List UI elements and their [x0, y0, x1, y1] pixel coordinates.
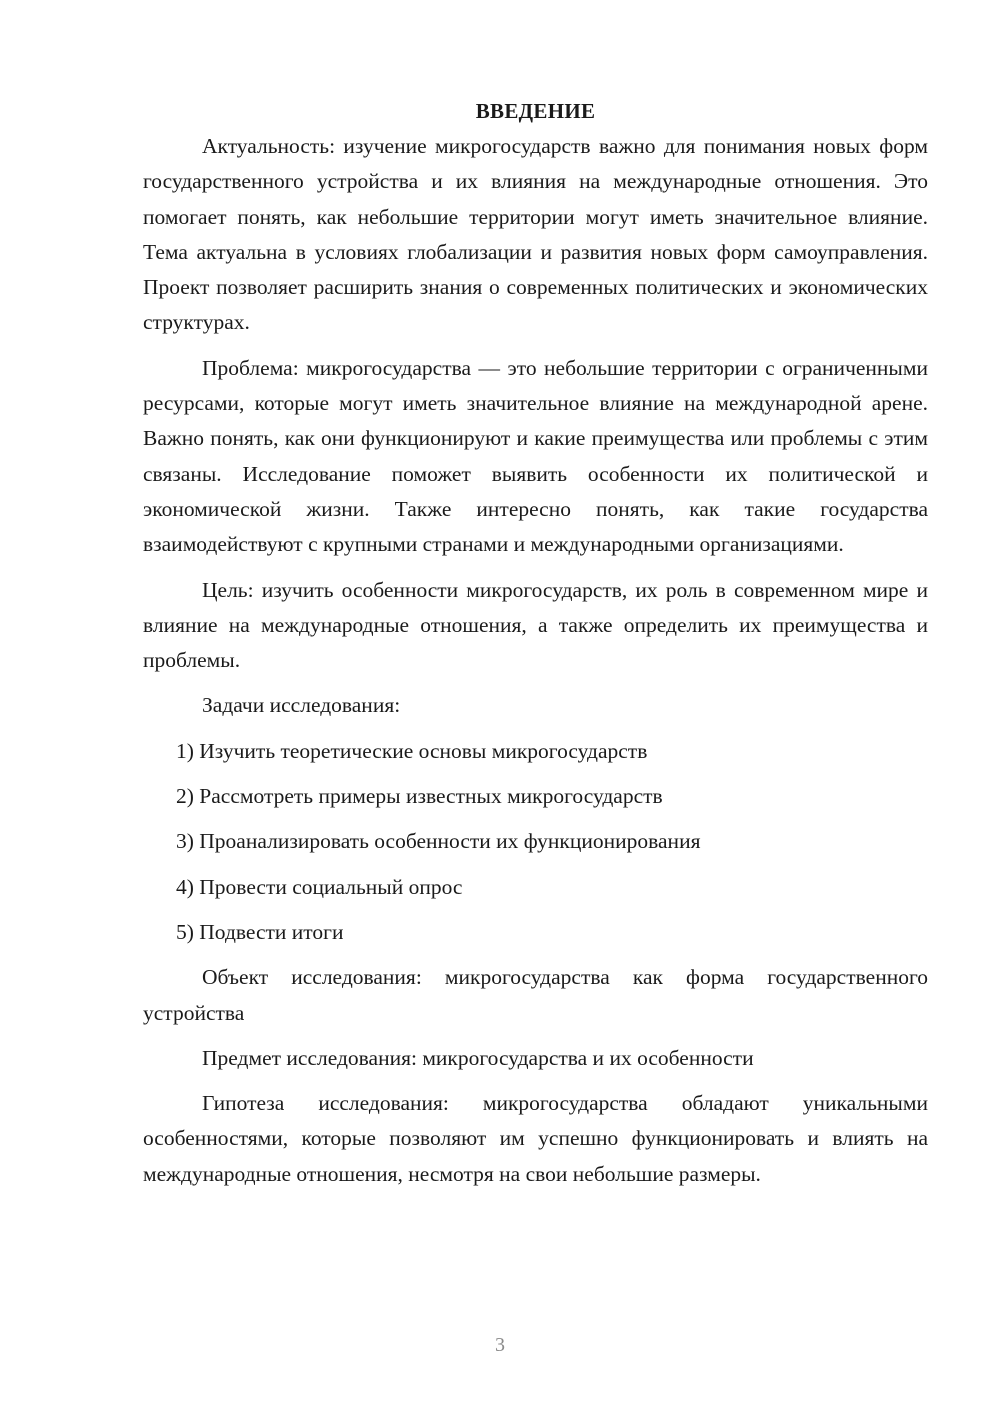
list-item: 2) Рассмотреть примеры известных микрогосударств: [176, 784, 663, 809]
list-item: 4) Провести социальный опрос: [176, 874, 463, 899]
paragraph-problem: Проблема: микрогосударства — это небольшие территории с ограниченными ресурсами, которые могут иметь значительное влияние на международной арене. Важно понять, как они функционируют и какие преимущества или проблемы с этим связаны. Исследование поможет выявить особенности их политической и экономической жизни. Также интересно понять, как такие государства взаимодействуют с крупными странами и международными организациями.: [143, 355, 928, 557]
list-item: 5) Подвести итоги: [176, 919, 344, 944]
list-item: 1) Изучить теоретические основы микрогосударств: [176, 738, 648, 763]
paragraph-object: Объект исследования: микрогосударства как форма государственного устройства: [143, 965, 928, 1025]
document-page: [143, 94, 928, 1202]
paragraph-relevance: Актуальность: изучение микрогосударств важно для понимания новых форм государственного устройства и их влияния на международные отношения. Это помогает понять, как небольшие территории могут иметь значительное влияние. Тема актуальна в условиях глобализации и развития новых форм самоуправления. Проект позволяет расширить знания о современных политических и экономических структурах.: [143, 134, 928, 335]
paragraph-subject: Предмет исследования: микрогосударства и их особенности: [202, 1045, 754, 1070]
list-item: 3) Проанализировать особенности их функционирования: [176, 829, 701, 854]
page-title: ВВЕДЕНИЕ: [475, 99, 596, 123]
tasks-list: [143, 734, 928, 950]
tasks-heading: Задачи исследования:: [202, 693, 401, 718]
page-number: 3: [495, 1334, 505, 1356]
paragraph-goal: Цель: изучить особенности микрогосударств, их роль в современном мире и влияние на международные отношения, а также определить их преимущества и проблемы.: [143, 577, 928, 673]
paragraph-hypothesis: Гипотеза исследования: микрогосударства обладают уникальными особенностями, которые позволяют им успешно функционировать и влиять на международные отношения, несмотря на свои небольшие размеры.: [143, 1091, 928, 1186]
